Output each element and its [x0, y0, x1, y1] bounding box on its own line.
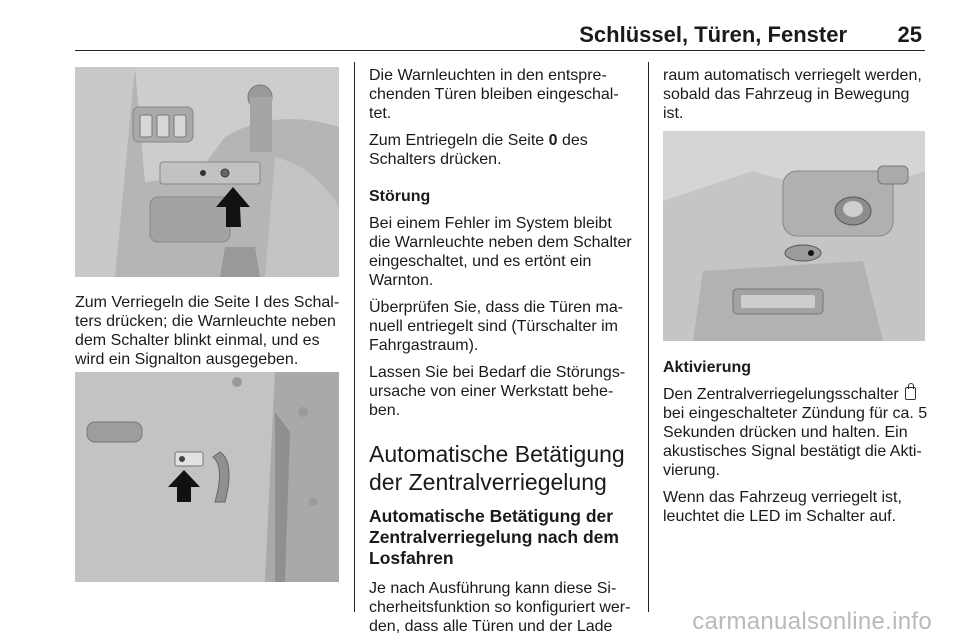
aktivierung-paragraph: [663, 385, 933, 480]
led-paragraph: Wenn das Fahrzeug verriegelt ist, leuchtet die LED im Schalter auf.: [663, 489, 902, 525]
subsection-heading: Automatische Betätigung der Zentralverriegelung nach dem Losfahren: [369, 506, 619, 568]
check-doors-paragraph: Überprüfen Sie, dass die Türen manuell entriegelt sind (Türschalter im Fahrgastraum).: [369, 299, 624, 354]
dashboard-switch-figure: [75, 67, 339, 277]
config-paragraph: Je nach Ausführung kann diese Sicherheitsfunktion so konfiguriert werden, dass alle Türen und der Lade: [369, 580, 631, 635]
door-switch-figure: [75, 372, 339, 582]
aktivierung-text: Den Zentralverriegelungsschalter: [663, 386, 904, 403]
stoerung-paragraph: Bei einem Fehler im System bleibt die Warnleuchte neben dem Schalter eingeschaltet, und es ertönt ein Warnton.: [369, 215, 632, 289]
watermark: carmanualsonline.info: [692, 608, 932, 635]
unlock-text: Zum Entriegeln die Seite: [369, 132, 549, 149]
overhead-console-illustration: [663, 131, 925, 341]
page-title: Schlüssel, Türen, Fenster: [579, 22, 847, 47]
workshop-paragraph: Lassen Sie bei Bedarf die Störungsursache von einer Werkstatt beheben.: [369, 364, 626, 419]
overhead-console-figure: [663, 131, 925, 341]
column-1-text: [75, 293, 343, 377]
header-rule: [75, 50, 925, 51]
column-3-text-bottom: [663, 358, 933, 534]
section-heading: Automatische Betätigung der Zentralverriegelung: [369, 441, 625, 495]
unlock-text-end: des Schalters drücken.: [369, 132, 588, 168]
unlock-paragraph: [369, 131, 635, 169]
aktivierung-text-end: bei eingeschalteter Zündung für ca. 5 Sekunden drücken und halten. Ein akustisches Signal bestätigt die Aktivierung.: [663, 405, 928, 479]
aktivierung-heading: Aktivierung: [663, 359, 752, 376]
dashboard-illustration: [75, 67, 339, 277]
stoerung-heading: Störung: [369, 188, 431, 205]
column-2-text: [369, 66, 635, 644]
column-divider: [648, 62, 649, 612]
door-illustration: [75, 372, 339, 582]
page-number: 25: [897, 22, 922, 47]
unlock-side-label: 0: [548, 132, 558, 149]
column-3-text-top: [663, 66, 929, 131]
continued-paragraph: raum automatisch verriegelt werden, sobald das Fahrzeug in Bewegung ist.: [663, 67, 922, 122]
warn-light-paragraph: Die Warnleuchten in den entsprechenden Türen bleiben eingeschaltet.: [369, 67, 619, 122]
column-divider: [354, 62, 355, 612]
lock-icon: [905, 387, 916, 400]
lock-paragraph: Zum Verriegeln die Seite I des Schalters drücken; die Warnleuchte neben dem Schalter blinkt einmal, und es wird ein Signalton ausgegeben.: [75, 294, 340, 368]
